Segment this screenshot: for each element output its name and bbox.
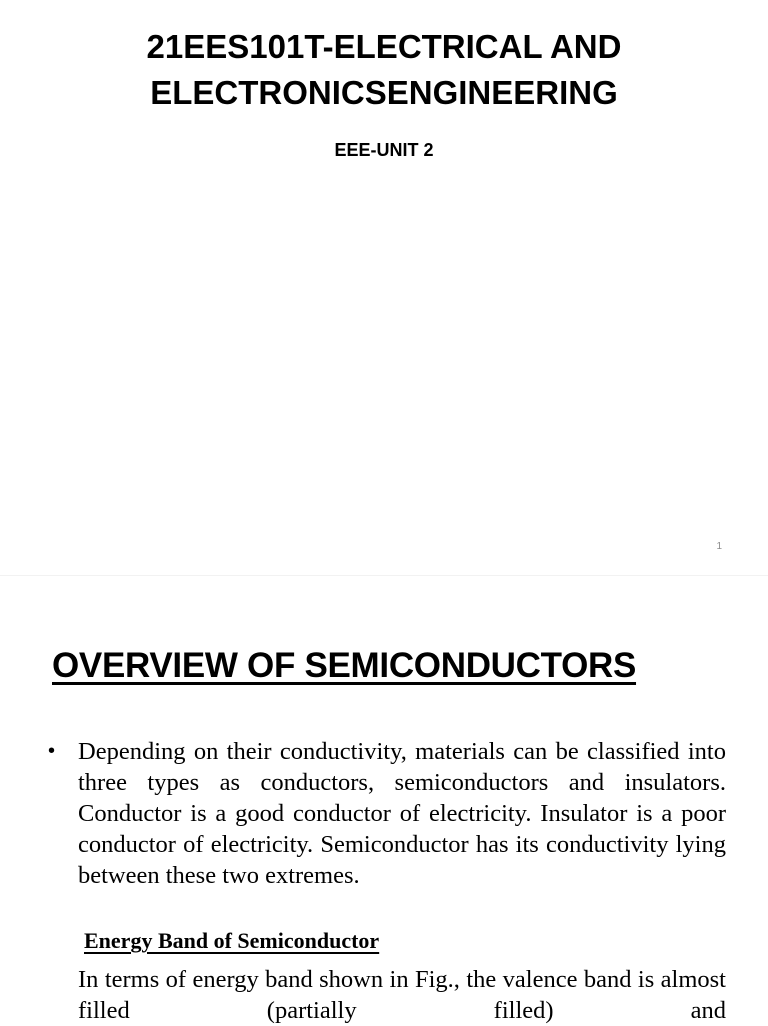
section-heading: OVERVIEW OF SEMICONDUCTORS (52, 646, 637, 685)
slide-subtitle: EEE-UNIT 2 (334, 140, 434, 160)
bullet-icon: • (48, 740, 56, 762)
subsection-heading: Energy Band of Semiconductor (84, 928, 380, 953)
paragraph-text: In terms of energy band shown in Fig., the valence band is almost filled (partially filled) and (78, 966, 726, 1024)
content-slide (0, 576, 768, 1024)
slide-title (0, 24, 768, 116)
slide-title-line-2: ELECTRONICSENGINEERING (150, 74, 618, 111)
bullet-text: Depending on their conductivity, materials can be classified into three types as conductors, semiconductors and insulators. Conductor is a good conductor of electricity. Insulator is a poor conductor of electricity. Semiconductor has its conductivity lying between these two extremes. (78, 738, 726, 889)
page-number: 1 (716, 541, 722, 552)
slide-title-line-1: 21EES101T-ELECTRICAL AND (146, 28, 622, 65)
